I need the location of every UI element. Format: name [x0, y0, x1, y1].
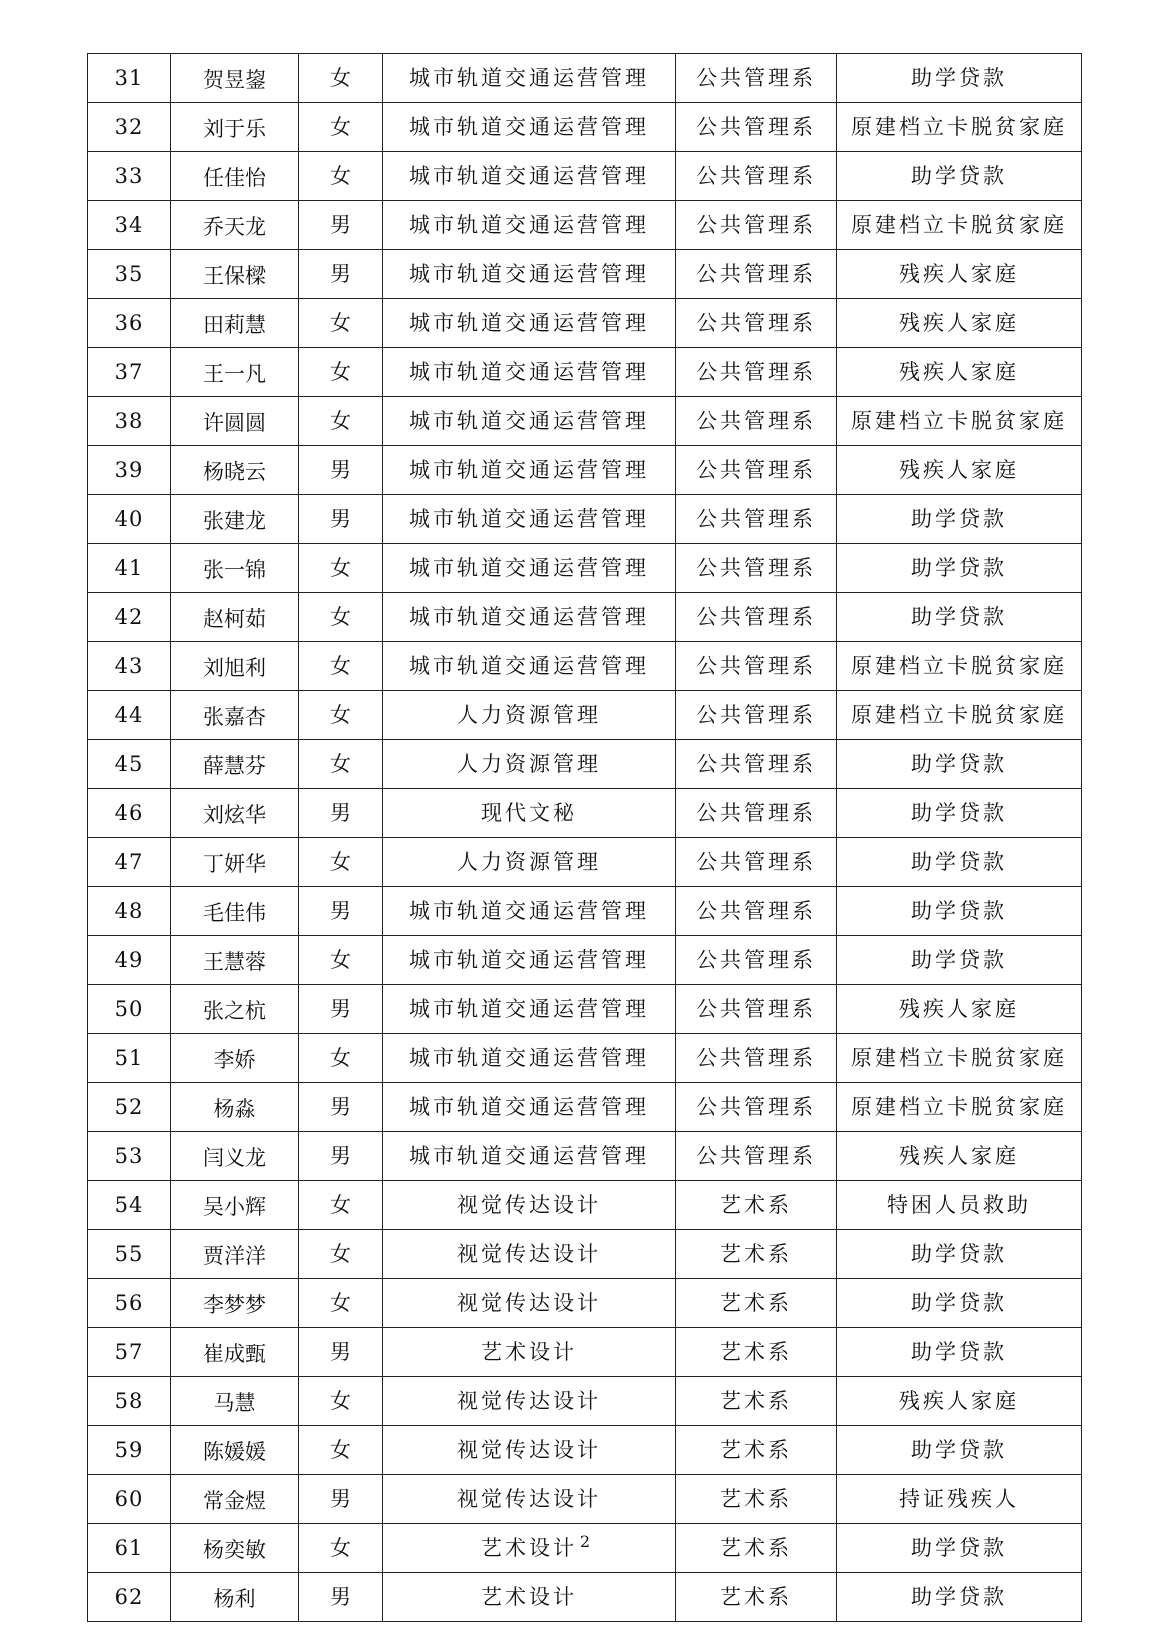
student-gender: 女: [299, 1181, 383, 1230]
student-department: 公共管理系: [676, 250, 837, 299]
student-major: 城市轨道交通运营管理: [383, 1083, 676, 1132]
aid-category: 助学贷款: [837, 1426, 1082, 1475]
student-department: 艺术系: [676, 1377, 837, 1426]
row-number: 32: [88, 103, 171, 152]
table-row: [88, 446, 1082, 495]
student-department: 公共管理系: [676, 397, 837, 446]
student-major: 城市轨道交通运营管理: [383, 642, 676, 691]
row-number: 34: [88, 201, 171, 250]
student-major: 艺术设计: [383, 1328, 676, 1377]
student-major: 城市轨道交通运营管理: [383, 152, 676, 201]
aid-category: 助学贷款: [837, 593, 1082, 642]
table-row: [88, 103, 1082, 152]
row-number: 54: [88, 1181, 171, 1230]
student-department: 艺术系: [676, 1524, 837, 1573]
aid-category: 原建档立卡脱贫家庭: [837, 642, 1082, 691]
row-number: 36: [88, 299, 171, 348]
aid-category: 助学贷款: [837, 495, 1082, 544]
student-name: 常金煜: [171, 1475, 299, 1524]
aid-category: 助学贷款: [837, 54, 1082, 103]
table-row: [88, 348, 1082, 397]
student-major: 视觉传达设计: [383, 1475, 676, 1524]
student-major: 城市轨道交通运营管理: [383, 1034, 676, 1083]
aid-category: 残疾人家庭: [837, 299, 1082, 348]
row-number: 57: [88, 1328, 171, 1377]
student-major: 城市轨道交通运营管理: [383, 495, 676, 544]
table-row: [88, 299, 1082, 348]
row-number: 41: [88, 544, 171, 593]
student-gender: 女: [299, 1034, 383, 1083]
student-gender: 男: [299, 1132, 383, 1181]
aid-category: 特困人员救助: [837, 1181, 1082, 1230]
student-gender: 男: [299, 1328, 383, 1377]
row-number: 59: [88, 1426, 171, 1475]
row-number: 53: [88, 1132, 171, 1181]
aid-category: 原建档立卡脱贫家庭: [837, 397, 1082, 446]
student-name: 陈媛媛: [171, 1426, 299, 1475]
student-name: 马慧: [171, 1377, 299, 1426]
table-row: [88, 201, 1082, 250]
student-name: 刘炫华: [171, 789, 299, 838]
table-row: [88, 250, 1082, 299]
aid-category: 助学贷款: [837, 789, 1082, 838]
student-gender: 男: [299, 985, 383, 1034]
student-name: 王保樑: [171, 250, 299, 299]
row-number: 38: [88, 397, 171, 446]
student-name: 崔成甄: [171, 1328, 299, 1377]
student-major: 城市轨道交通运营管理: [383, 446, 676, 495]
row-number: 35: [88, 250, 171, 299]
student-name: 张建龙: [171, 495, 299, 544]
student-major: 艺术设计: [383, 1573, 676, 1622]
row-number: 39: [88, 446, 171, 495]
table-row: [88, 1230, 1082, 1279]
student-name: 闫义龙: [171, 1132, 299, 1181]
aid-category: 残疾人家庭: [837, 348, 1082, 397]
student-major: 城市轨道交通运营管理: [383, 103, 676, 152]
aid-category: 残疾人家庭: [837, 446, 1082, 495]
aid-category: 残疾人家庭: [837, 1377, 1082, 1426]
student-name: 贺昱鋆: [171, 54, 299, 103]
table-row: [88, 642, 1082, 691]
student-name: 丁妍华: [171, 838, 299, 887]
student-gender: 女: [299, 544, 383, 593]
row-number: 49: [88, 936, 171, 985]
student-department: 公共管理系: [676, 1132, 837, 1181]
student-name: 李梦梦: [171, 1279, 299, 1328]
table-row: [88, 838, 1082, 887]
student-major: 人力资源管理: [383, 838, 676, 887]
student-major: 城市轨道交通运营管理: [383, 887, 676, 936]
table-row: [88, 1573, 1082, 1622]
table-row: [88, 1475, 1082, 1524]
student-department: 公共管理系: [676, 54, 837, 103]
student-gender: 男: [299, 887, 383, 936]
student-name: 许圆圆: [171, 397, 299, 446]
student-gender: 女: [299, 348, 383, 397]
student-name: 张之杭: [171, 985, 299, 1034]
aid-category: 助学贷款: [837, 1573, 1082, 1622]
student-gender: 女: [299, 642, 383, 691]
table-row: [88, 691, 1082, 740]
row-number: 42: [88, 593, 171, 642]
aid-category: 原建档立卡脱贫家庭: [837, 1083, 1082, 1132]
student-department: 公共管理系: [676, 642, 837, 691]
student-gender: 女: [299, 838, 383, 887]
table-row: [88, 397, 1082, 446]
student-gender: 男: [299, 495, 383, 544]
student-department: 艺术系: [676, 1230, 837, 1279]
table-row: [88, 544, 1082, 593]
student-department: 公共管理系: [676, 1034, 837, 1083]
student-name: 杨奕敏: [171, 1524, 299, 1573]
student-major: 视觉传达设计: [383, 1279, 676, 1328]
aid-category: 原建档立卡脱贫家庭: [837, 201, 1082, 250]
aid-category: 助学贷款: [837, 1279, 1082, 1328]
row-number: 62: [88, 1573, 171, 1622]
student-gender: 女: [299, 740, 383, 789]
student-name: 王一凡: [171, 348, 299, 397]
row-number: 47: [88, 838, 171, 887]
student-gender: 女: [299, 1426, 383, 1475]
row-number: 56: [88, 1279, 171, 1328]
student-name: 杨晓云: [171, 446, 299, 495]
row-number: 48: [88, 887, 171, 936]
student-department: 公共管理系: [676, 1083, 837, 1132]
student-major: 城市轨道交通运营管理: [383, 544, 676, 593]
student-major: 现代文秘: [383, 789, 676, 838]
student-major: 视觉传达设计: [383, 1230, 676, 1279]
table-row: [88, 1034, 1082, 1083]
student-major: 城市轨道交通运营管理: [383, 201, 676, 250]
student-major: 人力资源管理: [383, 691, 676, 740]
row-number: 33: [88, 152, 171, 201]
student-gender: 女: [299, 1524, 383, 1573]
student-name: 李娇: [171, 1034, 299, 1083]
student-major: 城市轨道交通运营管理: [383, 348, 676, 397]
aid-category: 助学贷款: [837, 1230, 1082, 1279]
row-number: 55: [88, 1230, 171, 1279]
table-row: [88, 1279, 1082, 1328]
student-gender: 女: [299, 103, 383, 152]
student-gender: 女: [299, 54, 383, 103]
row-number: 58: [88, 1377, 171, 1426]
student-major: 视觉传达设计: [383, 1181, 676, 1230]
row-number: 44: [88, 691, 171, 740]
student-gender: 女: [299, 299, 383, 348]
aid-category: 助学贷款: [837, 740, 1082, 789]
row-number: 45: [88, 740, 171, 789]
student-gender: 女: [299, 936, 383, 985]
page-number: 2: [579, 1532, 591, 1551]
aid-category: 原建档立卡脱贫家庭: [837, 1034, 1082, 1083]
student-department: 公共管理系: [676, 593, 837, 642]
aid-category: 原建档立卡脱贫家庭: [837, 103, 1082, 152]
student-gender: 男: [299, 1475, 383, 1524]
student-name: 毛佳伟: [171, 887, 299, 936]
row-number: 60: [88, 1475, 171, 1524]
student-gender: 男: [299, 250, 383, 299]
student-department: 艺术系: [676, 1475, 837, 1524]
student-department: 艺术系: [676, 1426, 837, 1475]
table-row: [88, 152, 1082, 201]
aid-category: 助学贷款: [837, 887, 1082, 936]
table-row: [88, 1426, 1082, 1475]
student-gender: 男: [299, 446, 383, 495]
student-department: 公共管理系: [676, 446, 837, 495]
student-name: 刘于乐: [171, 103, 299, 152]
student-table-body: [88, 54, 1082, 1622]
row-number: 31: [88, 54, 171, 103]
student-major: 城市轨道交通运营管理: [383, 1132, 676, 1181]
student-gender: 男: [299, 1083, 383, 1132]
student-name: 吴小辉: [171, 1181, 299, 1230]
student-gender: 女: [299, 152, 383, 201]
student-department: 公共管理系: [676, 740, 837, 789]
student-department: 艺术系: [676, 1279, 837, 1328]
student-gender: 女: [299, 691, 383, 740]
student-department: 公共管理系: [676, 348, 837, 397]
row-number: 43: [88, 642, 171, 691]
student-major: 城市轨道交通运营管理: [383, 985, 676, 1034]
student-name: 贾洋洋: [171, 1230, 299, 1279]
student-name: 赵柯茹: [171, 593, 299, 642]
row-number: 52: [88, 1083, 171, 1132]
aid-category: 残疾人家庭: [837, 250, 1082, 299]
student-major: 城市轨道交通运营管理: [383, 397, 676, 446]
student-department: 公共管理系: [676, 544, 837, 593]
aid-category: 助学贷款: [837, 544, 1082, 593]
student-department: 公共管理系: [676, 152, 837, 201]
row-number: 37: [88, 348, 171, 397]
student-table: [87, 53, 1082, 1622]
student-department: 艺术系: [676, 1573, 837, 1622]
student-department: 艺术系: [676, 1328, 837, 1377]
table-row: [88, 1328, 1082, 1377]
student-major: 城市轨道交通运营管理: [383, 54, 676, 103]
student-department: 公共管理系: [676, 103, 837, 152]
table-row: [88, 936, 1082, 985]
student-major: 城市轨道交通运营管理: [383, 299, 676, 348]
table-row: [88, 789, 1082, 838]
student-major: 视觉传达设计: [383, 1377, 676, 1426]
table-row: [88, 54, 1082, 103]
table-row: [88, 1083, 1082, 1132]
student-department: 公共管理系: [676, 887, 837, 936]
table-row: [88, 593, 1082, 642]
student-department: 艺术系: [676, 1181, 837, 1230]
student-department: 公共管理系: [676, 495, 837, 544]
table-row: [88, 1181, 1082, 1230]
student-department: 公共管理系: [676, 936, 837, 985]
student-gender: 女: [299, 1230, 383, 1279]
student-name: 杨利: [171, 1573, 299, 1622]
table-row: [88, 1132, 1082, 1181]
student-gender: 女: [299, 593, 383, 642]
student-name: 杨淼: [171, 1083, 299, 1132]
student-department: 公共管理系: [676, 201, 837, 250]
student-gender: 女: [299, 1377, 383, 1426]
student-department: 公共管理系: [676, 838, 837, 887]
student-major: 艺术设计: [383, 1524, 676, 1573]
aid-category: 残疾人家庭: [837, 1132, 1082, 1181]
table-row: [88, 740, 1082, 789]
student-gender: 男: [299, 789, 383, 838]
aid-category: 残疾人家庭: [837, 985, 1082, 1034]
table-row: [88, 495, 1082, 544]
table-row: [88, 887, 1082, 936]
student-department: 公共管理系: [676, 789, 837, 838]
student-major: 城市轨道交通运营管理: [383, 936, 676, 985]
aid-category: 原建档立卡脱贫家庭: [837, 691, 1082, 740]
row-number: 51: [88, 1034, 171, 1083]
aid-category: 助学贷款: [837, 1328, 1082, 1377]
student-gender: 男: [299, 1573, 383, 1622]
student-gender: 男: [299, 201, 383, 250]
student-name: 王慧蓉: [171, 936, 299, 985]
student-name: 张嘉杏: [171, 691, 299, 740]
table-row: [88, 985, 1082, 1034]
student-name: 张一锦: [171, 544, 299, 593]
row-number: 50: [88, 985, 171, 1034]
aid-category: 助学贷款: [837, 936, 1082, 985]
student-department: 公共管理系: [676, 299, 837, 348]
table-row: [88, 1377, 1082, 1426]
row-number: 40: [88, 495, 171, 544]
aid-category: 持证残疾人: [837, 1475, 1082, 1524]
student-name: 任佳怡: [171, 152, 299, 201]
student-name: 田莉慧: [171, 299, 299, 348]
student-major: 视觉传达设计: [383, 1426, 676, 1475]
student-department: 公共管理系: [676, 691, 837, 740]
student-name: 薛慧芬: [171, 740, 299, 789]
student-major: 人力资源管理: [383, 740, 676, 789]
aid-category: 助学贷款: [837, 838, 1082, 887]
student-name: 乔天龙: [171, 201, 299, 250]
row-number: 46: [88, 789, 171, 838]
student-major: 城市轨道交通运营管理: [383, 593, 676, 642]
student-gender: 女: [299, 397, 383, 446]
student-gender: 女: [299, 1279, 383, 1328]
aid-category: 助学贷款: [837, 152, 1082, 201]
aid-category: 助学贷款: [837, 1524, 1082, 1573]
student-department: 公共管理系: [676, 985, 837, 1034]
student-name: 刘旭利: [171, 642, 299, 691]
student-major: 城市轨道交通运营管理: [383, 250, 676, 299]
row-number: 61: [88, 1524, 171, 1573]
